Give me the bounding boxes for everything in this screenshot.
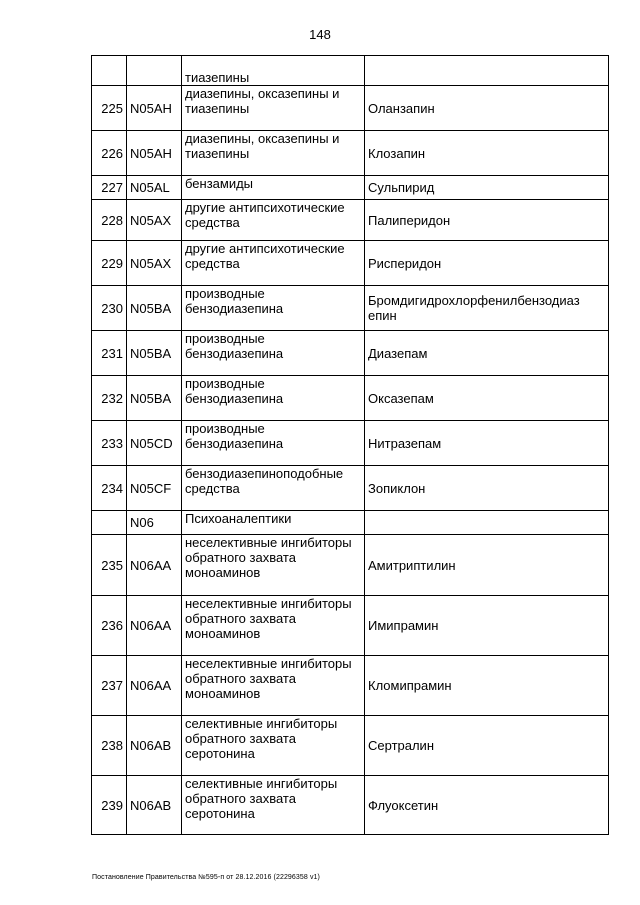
atc-code-cell: N05CD [127,421,182,466]
atc-code-cell: N05AX [127,200,182,241]
table-row [92,286,609,331]
drug-group-cell: производные бензодиазепина [182,331,365,376]
atc-code-cell: N05AH [127,131,182,176]
drug-name-cell: Имипрамин [365,596,609,656]
row-number-cell [92,511,127,535]
drug-name-cell: Оланзапин [365,86,609,131]
table-row [92,331,609,376]
drug-name-cell: Сульпирид [365,176,609,200]
atc-code-cell: N06AB [127,776,182,835]
table-row [92,535,609,596]
atc-code-cell: N05AH [127,86,182,131]
drug-group-cell: диазепины, оксазепины и тиазепины [182,131,365,176]
atc-code-cell: N06 [127,511,182,535]
table-row [92,376,609,421]
drug-group-cell: диазепины, оксазепины и тиазепины [182,86,365,131]
row-number-cell: 235 [92,535,127,596]
row-number-cell: 233 [92,421,127,466]
drug-name-cell: Клозапин [365,131,609,176]
atc-code-cell: N05BA [127,376,182,421]
document-footer: Постановление Правительства №595-п от 28.12.2016 (22296358 v1) [92,874,320,881]
atc-code-cell: N05AL [127,176,182,200]
table-row [92,56,609,86]
row-number-cell: 227 [92,176,127,200]
drug-group-cell: производные бензодиазепина [182,421,365,466]
drug-group-cell: Психоаналептики [182,511,365,535]
atc-code-cell: N06AB [127,716,182,776]
drug-name-cell: Амитриптилин [365,535,609,596]
drug-name-cell [365,56,609,86]
row-number-cell: 230 [92,286,127,331]
drug-group-cell: селективные ингибиторы обратного захвата серотонина [182,716,365,776]
table-row [92,656,609,716]
row-number-cell: 226 [92,131,127,176]
page-number: 148 [309,27,331,42]
row-number-cell: 239 [92,776,127,835]
drug-group-cell: производные бензодиазепина [182,376,365,421]
drug-group-cell: производные бензодиазепина [182,286,365,331]
drug-name-cell: Палиперидон [365,200,609,241]
row-number-cell: 228 [92,200,127,241]
row-number-cell: 237 [92,656,127,716]
row-number-cell: 238 [92,716,127,776]
table-row [92,86,609,131]
drug-name-cell: Нитразепам [365,421,609,466]
table-body [92,56,609,835]
drug-name-cell: Зопиклон [365,466,609,511]
table-row [92,176,609,200]
drug-name-cell: Кломипрамин [365,656,609,716]
table-row [92,131,609,176]
table-row [92,200,609,241]
table-row [92,241,609,286]
drug-name-cell: Рисперидон [365,241,609,286]
drug-name-cell: Оксазепам [365,376,609,421]
table-row [92,596,609,656]
table-row [92,511,609,535]
table-row [92,421,609,466]
drug-name-cell [365,511,609,535]
atc-code-cell: N06AA [127,596,182,656]
atc-code-cell: N05CF [127,466,182,511]
atc-code-cell [127,56,182,86]
table-row [92,716,609,776]
drug-group-cell: неселективные ингибиторы обратного захвата моноаминов [182,535,365,596]
drug-group-cell: другие антипсихотические средства [182,200,365,241]
atc-code-cell: N06AA [127,656,182,716]
drug-group-cell: тиазепины [182,56,365,86]
row-number-cell: 229 [92,241,127,286]
drug-group-cell: бензамиды [182,176,365,200]
drug-group-cell: селективные ингибиторы обратного захвата серотонина [182,776,365,835]
row-number-cell: 225 [92,86,127,131]
row-number-cell [92,56,127,86]
row-number-cell: 236 [92,596,127,656]
drug-group-cell: другие антипсихотические средства [182,241,365,286]
drug-name-cell: Сертралин [365,716,609,776]
table-row [92,466,609,511]
drug-name-cell: Флуоксетин [365,776,609,835]
drug-name-cell: Диазепам [365,331,609,376]
drug-name-cell: Бромдигидрохлорфенилбензодиаз епин [365,286,609,331]
row-number-cell: 231 [92,331,127,376]
atc-code-cell: N05BA [127,286,182,331]
drug-group-cell: бензодиазепиноподобные средства [182,466,365,511]
table-row [92,776,609,835]
drug-group-cell: неселективные ингибиторы обратного захвата моноаминов [182,656,365,716]
row-number-cell: 234 [92,466,127,511]
atc-code-cell: N05BA [127,331,182,376]
drug-group-cell: неселективные ингибиторы обратного захвата моноаминов [182,596,365,656]
drug-table [91,55,609,835]
row-number-cell: 232 [92,376,127,421]
atc-code-cell: N05AX [127,241,182,286]
atc-code-cell: N06AA [127,535,182,596]
